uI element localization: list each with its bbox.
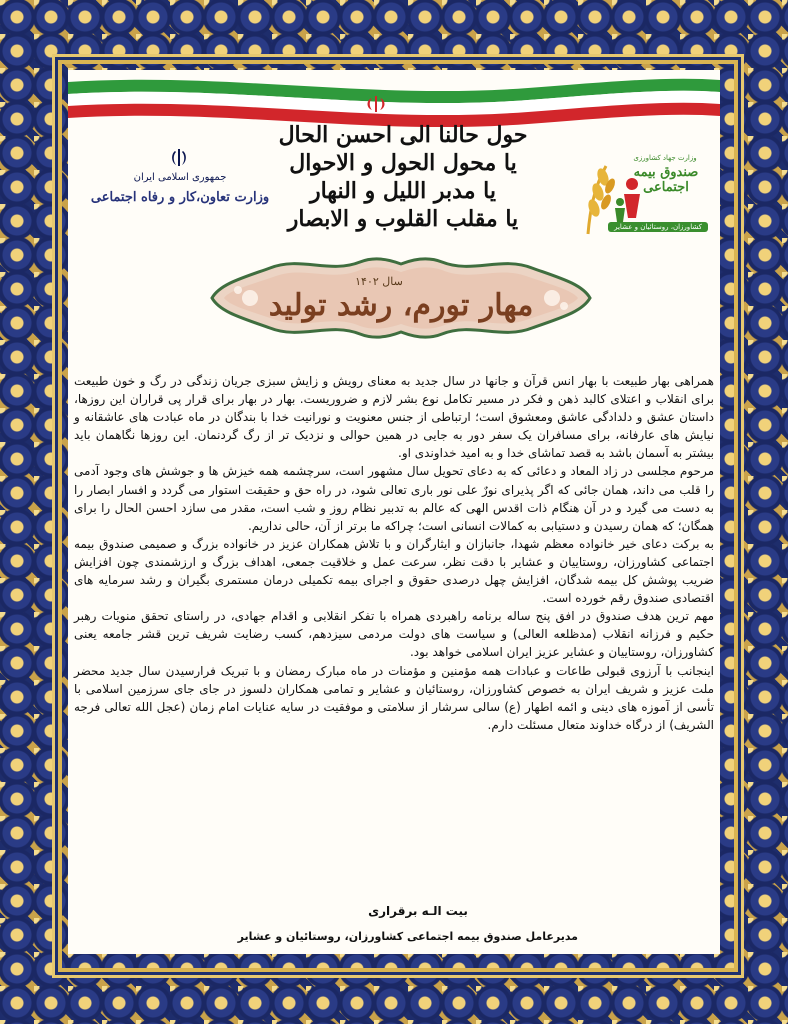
logo-ministry-label: وزارت جهاد کشاورزی bbox=[633, 154, 697, 162]
signature-title: مدیرعامل صندوق بیمه اجتماعی کشاورزان، روستائیان و عشایر bbox=[237, 930, 578, 943]
body-paragraph: اینجانب با آرزوی قبولی طاعات و عبادات همه مؤمنین و مؤمنات در ماه مبارک رمضان و با تبریک فرارسیدن سال جدید محضر ملت عزیز و شریف ایران به خصوص کشاورزان، روستائیان و عشایر و تمامی همکاران دلسوز در جای جای سرزمین اسلامی با تأسی از آموزه های دینی و ائمه اطهار (ع) سالی سرشار از سلامتی و موفقیت در سایه عنایات امام زمان (عجل الله تعالی فرجه الشریف) از درگاه خداوند متعال مسئلت دارم. bbox=[74, 663, 714, 732]
ministry-name-label: وزارت تعاون،کار و رفاه اجتماعی bbox=[90, 190, 270, 205]
iran-emblem-icon bbox=[170, 148, 188, 168]
signature-name: بیت الـه برقراری bbox=[368, 904, 468, 918]
content-panel bbox=[68, 70, 720, 954]
calligraphy-line: یا مدبر اللیل و النهار bbox=[309, 178, 496, 204]
calligraphy-line: یا محول الحول و الاحوال bbox=[289, 150, 517, 176]
banner-year: سال ۱۴۰۲ bbox=[355, 275, 403, 288]
message-body bbox=[74, 372, 714, 734]
calligraphy-line: یا مقلب القلوب و الابصار bbox=[287, 206, 519, 232]
calligraphy-prayer bbox=[278, 114, 528, 244]
ministry-country-label: جمهوری اسلامی ایران bbox=[133, 172, 227, 183]
calligraphy-line: حول حالنا الی احسن الحال bbox=[278, 122, 528, 148]
body-paragraph: به برکت دعای خیر خانواده معظم شهدا، جانبازان و ایثارگران و با تلاش همکاران عزیز در خانواده بزرگ و صمیمی صندوق بیمه اجتماعی کشاورزان، روستاییان و عشایر با دقت نظر، سرعت عمل و خلاقیت جمعی، اهداف بزرگ و ارزشمندی چون افزایش ضریب پوشش کل بیمه شدگان، افزایش چهل درصدی حقوق و اجرای بیمه تکمیلی درمان مستمری بگیران و رشد سرمایه های اقتصادی صندوق رقم خورده است. bbox=[74, 536, 714, 606]
logo-subtitle: کشاورزان، روستائیان و عشایر bbox=[608, 222, 708, 232]
body-paragraph: همراهی بهار طبیعت با بهار انس قرآن و جانها در سال جدید به معنای رویش و زایش سبزی جریان زندگی در رگ و خون طبیعت برای انقلاب و اعتلای کالبد ذهن و فکر در مسیر تکامل نوع بشر لازم و ضروریست. بهار در بهار برای قرار پی قراران این روزها، داستان عشق و دلدادگی عاشق ومعشوق است؛ ارتباطی از جنس معنویت و نورانیت خدا با بندگان در ماه عبادت های عاشقانه و نیایش های عارفانه، برای مسافران یک سفر دور به جایی در همین حوالی و نزدیک تر از رگ گردنمان. این روزها نگاهمان باید بیشتر به آسمان باشد به قصد تماشای خدا و به امید خداوندی او. bbox=[74, 374, 714, 461]
ministry-logo bbox=[80, 140, 280, 230]
body-paragraph: مهم ترین هدف صندوق در افق پنج ساله برنامه راهبردی همراه با تفکر انقلابی و اقدام جهادی، در راستای تحقق منویات رهبر حکیم و فرزانه انقلاب (مدظلعه العالی) و سیاست های دولت مردمی سیزدهم، کسب رضایت شریف ترین قشر جامعه یعنی کشاورزان، روستاییان و عشایر عزیز ایران اسلامی خواهد بود. bbox=[74, 609, 714, 660]
banner-slogan: مهار تورم، رشد تولید bbox=[268, 288, 534, 323]
body-paragraph: مرحوم مجلسی در زاد المعاد و دعائی که به دعای تحویل سال مشهور است، سرچشمه همه خیزش ها و جوشش های وجود آدمی را قلب می داند، همان جائی که اگر پذیرای نورٌ علی نور باری تعالی شود، در راه حق و حقیقت استوار می گردد و افسار ابصار را به دست می گیرد و در آن هنگام ذات اقدس الهی که عالم به تدبیر نظام روز و شب است، مقدر می سازد احسن الحال را برای همگان؛ که همان رسیدن و دستیابی به کمالات انسانی است؛ چراکه ما برتر از آن، حالی نداریم. bbox=[74, 464, 714, 533]
logo-title: صندوق بیمه اجتماعی bbox=[633, 165, 699, 195]
